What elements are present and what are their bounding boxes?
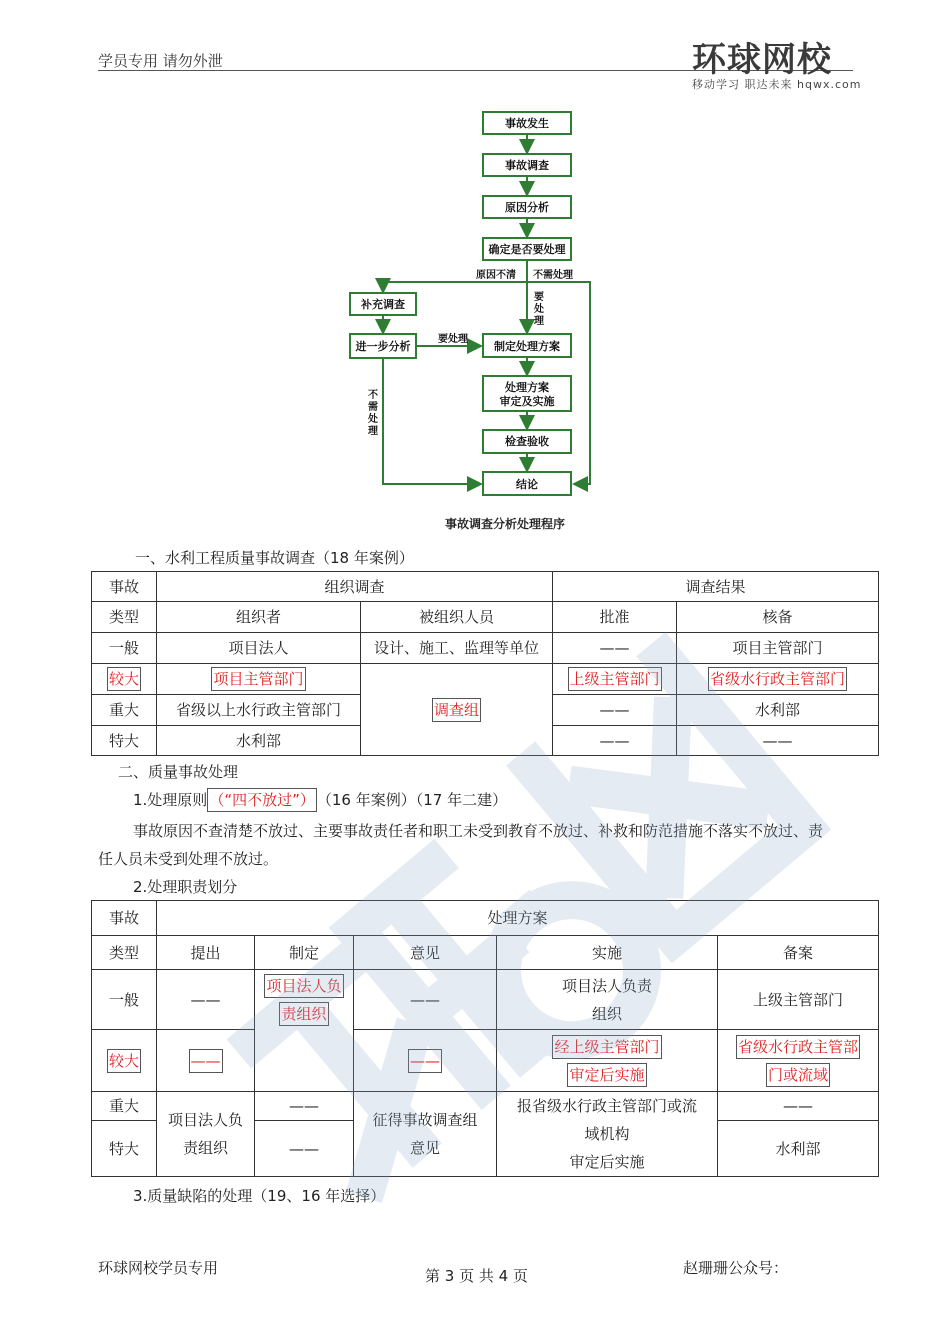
principle-detail-1: 事故原因不查清楚不放过、主要事故责任者和职工未受到教育不放过、补救和防范措施不落实不放过、责	[133, 822, 824, 840]
t2-r2-opinion: ——	[408, 1049, 442, 1073]
responsibility-table	[91, 900, 879, 1177]
t2-r3-opinion-1: 征得事故调查组	[372, 1111, 478, 1129]
section1-heading: 一、水利工程质量事故调查（18 年案例）	[135, 549, 414, 567]
flowchart-title: 事故调查分析处理程序	[445, 517, 566, 531]
t1-r2-approve: 上级主管部门	[568, 667, 662, 691]
t1-r2-organizer: 项目主管部门	[211, 667, 305, 691]
t2-r3-impl-1: 报省级水行政主管部门或流	[516, 1097, 697, 1115]
t2-r1-make-1: 项目法人负	[264, 974, 343, 998]
t2-h-type2: 类型	[92, 936, 157, 970]
t1-h-type1: 事故	[92, 572, 157, 602]
page-number: 第 3 页 共 4 页	[425, 1267, 528, 1285]
flow-node-occur: 事故发生	[505, 117, 549, 130]
t1-h-type2: 类型	[92, 602, 157, 633]
t2-r1-make-2: 责组织	[279, 1002, 328, 1026]
t1-r1-record: 项目主管部门	[677, 633, 879, 664]
t2-r2-propose: ——	[189, 1049, 223, 1073]
t2-r3-impl-2: 域机构	[584, 1125, 630, 1143]
flow-label-left-2: 需	[368, 402, 378, 413]
t1-r1-organizer: 项目法人	[157, 633, 361, 664]
t2-r3-opinion-2: 意见	[409, 1139, 440, 1157]
t1-r2-type: 较大	[107, 667, 141, 691]
t2-h-opinion: 意见	[354, 936, 497, 970]
t2-r1-impl-1: 项目法人负责	[561, 976, 652, 995]
logo-text: 环球网校	[692, 40, 832, 80]
flow-node-investigate: 事故调查	[505, 159, 549, 172]
t2-r4-type: 特大	[92, 1121, 157, 1177]
principle-box: （“四不放过”）	[207, 788, 317, 812]
t2-r1-opinion: ——	[354, 970, 497, 1030]
t1-h-org: 组织调查	[157, 572, 553, 602]
t2-r3-propose-2: 责组织	[182, 1139, 228, 1157]
t1-r2-member: 调查组	[432, 698, 481, 722]
t2-r4-make: ——	[255, 1121, 354, 1177]
t1-r4-approve: ——	[553, 726, 677, 756]
t1-r3-approve: ——	[553, 695, 677, 726]
flowchart	[340, 105, 610, 505]
flow-node-cause: 原因分析	[505, 201, 549, 214]
t2-r3-make: ——	[255, 1092, 354, 1121]
t1-r1-approve: ——	[553, 633, 677, 664]
t1-h-record: 核备	[677, 602, 879, 633]
t2-h-plan: 处理方案	[157, 901, 879, 936]
t1-r1-member: 设计、施工、监理等单位	[361, 633, 553, 664]
t2-h-record: 备案	[718, 936, 879, 970]
t1-h-approve: 批准	[553, 602, 677, 633]
section2-sub-heading: 2.处理职责划分	[133, 878, 238, 896]
t2-r2-record-1: 省级水行政主管部	[736, 1035, 860, 1059]
t2-r1-impl-2: 组织	[591, 1004, 622, 1023]
t2-h-make: 制定	[255, 936, 354, 970]
flow-node-plan: 制定处理方案	[494, 340, 560, 353]
principle-suffix: （16 年案例）（17 年二建）	[316, 791, 508, 809]
t2-r4-record: 水利部	[718, 1121, 879, 1177]
t1-h-result: 调查结果	[553, 572, 879, 602]
t1-r4-type: 特大	[92, 726, 157, 756]
t1-r4-record: ——	[677, 726, 879, 756]
t2-r1-propose: ——	[157, 970, 255, 1030]
principle-detail-2: 任人员未受到处理不放过。	[98, 850, 279, 868]
flow-label-need-1: 要	[534, 292, 544, 303]
t1-r2-record: 省级水行政主管部门	[708, 667, 847, 691]
t2-r1-type: 一般	[92, 970, 157, 1030]
header-left-text: 学员专用 请勿外泄	[98, 52, 223, 70]
t2-r3-type: 重大	[92, 1092, 157, 1121]
flow-node-decide: 确定是否要处理	[488, 243, 566, 256]
t2-h-propose: 提出	[157, 936, 255, 970]
t2-r3-record: ——	[718, 1092, 879, 1121]
flow-node-supplement: 补充调查	[361, 298, 405, 311]
t1-r1-type: 一般	[92, 633, 157, 664]
logo-subtitle: 移动学习 职达未来 hqwx.com	[692, 78, 862, 91]
section3-heading: 3.质量缺陷的处理（19、16 年选择）	[133, 1187, 386, 1205]
flow-node-inspect: 检查验收	[505, 435, 549, 448]
principle-line	[133, 788, 507, 812]
t2-h-impl: 实施	[497, 936, 718, 970]
t1-h-organizer: 组织者	[157, 602, 361, 633]
t2-r3-impl-3: 审定后实施	[569, 1153, 645, 1171]
footer-left: 环球网校学员专用	[98, 1259, 219, 1277]
t1-r3-record: 水利部	[677, 695, 879, 726]
t2-r3-propose-1: 项目法人负	[167, 1111, 243, 1129]
flow-node-further: 进一步分析	[355, 340, 411, 353]
flow-label-process: 要处理	[438, 334, 468, 345]
t2-r2-impl-2: 审定后实施	[567, 1063, 646, 1087]
t1-r3-organizer: 省级以上水行政主管部门	[157, 695, 361, 726]
t2-r2-impl-1: 经上级主管部门	[552, 1035, 661, 1059]
flow-node-review-1: 处理方案	[505, 381, 549, 394]
flow-label-need-2: 处	[534, 304, 544, 315]
flow-node-conclusion: 结论	[516, 478, 538, 491]
principle-prefix: 1.处理原则	[133, 791, 208, 809]
t2-h-type1: 事故	[92, 901, 157, 936]
flow-node-review-2: 审定及实施	[499, 395, 555, 408]
footer-right: 赵珊珊公众号：	[683, 1259, 789, 1277]
investigation-table	[91, 571, 879, 756]
flow-label-unclear: 原因不清	[476, 270, 516, 281]
t2-r2-type: 较大	[107, 1049, 141, 1073]
flow-label-left-4: 理	[368, 426, 378, 437]
flow-label-left-1: 不	[368, 390, 378, 401]
t2-r2-record-2: 门或流域	[766, 1063, 830, 1087]
t1-h-member: 被组织人员	[361, 602, 553, 633]
section2-heading: 二、质量事故处理	[118, 763, 239, 781]
t1-r4-organizer: 水利部	[157, 726, 361, 756]
brand-logo	[692, 32, 832, 81]
flow-label-no-need: 不需处理	[533, 270, 573, 281]
flow-label-need-3: 理	[534, 316, 544, 327]
flow-label-left-3: 处	[368, 414, 378, 425]
t1-r3-type: 重大	[92, 695, 157, 726]
t2-r1-record: 上级主管部门	[718, 970, 879, 1030]
